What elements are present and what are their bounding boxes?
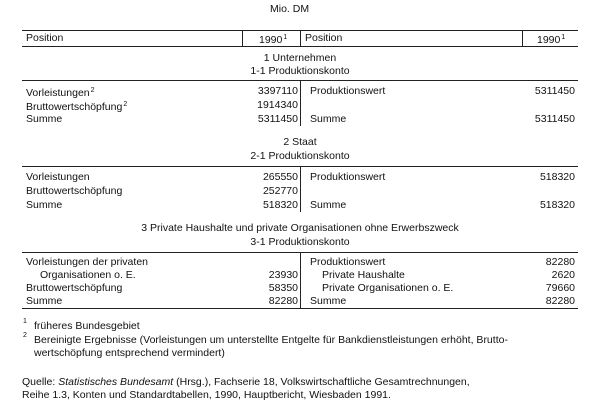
table-row-value: 2620 bbox=[551, 269, 575, 281]
source-line-1: Quelle: Statistisches Bundesamt (Hrsg.), Fachserie 18, Volkswirtschaftliche Gesamtrechnungen, bbox=[22, 376, 470, 388]
table-row-label: Organisationen o. E. bbox=[40, 269, 136, 281]
section-subtitle: 2-1 Produktionskonto bbox=[250, 150, 350, 162]
table-row-value: 518320 bbox=[539, 171, 575, 183]
table-row-value: 5311450 bbox=[534, 113, 575, 125]
footnote-text: früheres Bundesgebiet bbox=[34, 320, 140, 332]
table-row-value: 518320 bbox=[262, 199, 298, 211]
table-row-value: 1914340 bbox=[257, 99, 298, 111]
table-row-value: 265550 bbox=[262, 171, 298, 183]
table-row-label: Bruttowertschöpfung bbox=[26, 282, 123, 294]
header-year-right: 1990$^1$ bbox=[537, 34, 566, 46]
table-row-label: Bruttowertschöpfung$^2$ bbox=[26, 101, 128, 113]
table-row-value: 82280 bbox=[545, 256, 575, 268]
source-line-2: Reihe 1.3, Konten und Standardtabellen, 1990, Hauptbericht, Wiesbaden 1991. bbox=[22, 389, 391, 401]
table-row-label: Produktionswert bbox=[310, 85, 386, 97]
table-row-label: Summe bbox=[310, 113, 347, 125]
section-subtitle: 1-1 Produktionskonto bbox=[250, 65, 350, 77]
table-row-label: Private Haushalte bbox=[322, 269, 405, 281]
footnote-text: Bereinigte Ergebnisse (Vorleistungen um unterstellte Entgelte für Bankdienstleistungen erhöht, Brutto- bbox=[34, 334, 508, 346]
table-row-value: 252770 bbox=[262, 185, 298, 197]
table-row-label: Produktionswert bbox=[310, 256, 386, 268]
section-subtitle: 3-1 Produktionskonto bbox=[250, 236, 350, 248]
table-row-label: Produktionswert bbox=[310, 171, 386, 183]
header-position-left: Position bbox=[26, 32, 64, 44]
table-row-label: Summe bbox=[26, 113, 63, 125]
table-row-value: 3397110 bbox=[257, 85, 298, 97]
header-year-left: 1990$^1$ bbox=[259, 34, 288, 46]
table-row-value: 5311450 bbox=[534, 85, 575, 97]
table-row-label: Bruttowertschöpfung bbox=[26, 185, 123, 197]
table-row-label: Summe bbox=[26, 199, 63, 211]
table-row-value: 23930 bbox=[268, 269, 298, 281]
table-row-value: 5311450 bbox=[257, 113, 298, 125]
table-row-label: Private Organisationen o. E. bbox=[322, 282, 454, 294]
table-row-value: 518320 bbox=[539, 199, 575, 211]
table-row-value: 58350 bbox=[268, 282, 298, 294]
footnote-mark: 1 bbox=[23, 318, 27, 325]
header-position-right: Position bbox=[305, 32, 343, 44]
section-title: 1 Unternehmen bbox=[263, 52, 337, 64]
table-row-label: Vorleistungen bbox=[26, 171, 90, 183]
section-title: 2 Staat bbox=[283, 136, 317, 148]
table-row-label: Vorleistungen der privaten bbox=[26, 256, 148, 268]
section-title: 3 Private Haushalte und private Organisationen ohne Erwerbszweck bbox=[141, 222, 459, 234]
table-row-label: Summe bbox=[310, 199, 347, 211]
footnote-text: wertschöpfung entsprechend vermindert) bbox=[34, 347, 225, 359]
unit-label: Mio. DM bbox=[270, 3, 310, 15]
table-row-label: Summe bbox=[26, 295, 63, 307]
table-row-label: Summe bbox=[310, 295, 347, 307]
table-row-label: Vorleistungen$^2$ bbox=[26, 87, 95, 99]
table-row-value: 82280 bbox=[545, 295, 575, 307]
table-row-value: 79660 bbox=[545, 282, 575, 294]
footnote-mark: 2 bbox=[23, 332, 27, 339]
table-row-value: 82280 bbox=[268, 295, 298, 307]
